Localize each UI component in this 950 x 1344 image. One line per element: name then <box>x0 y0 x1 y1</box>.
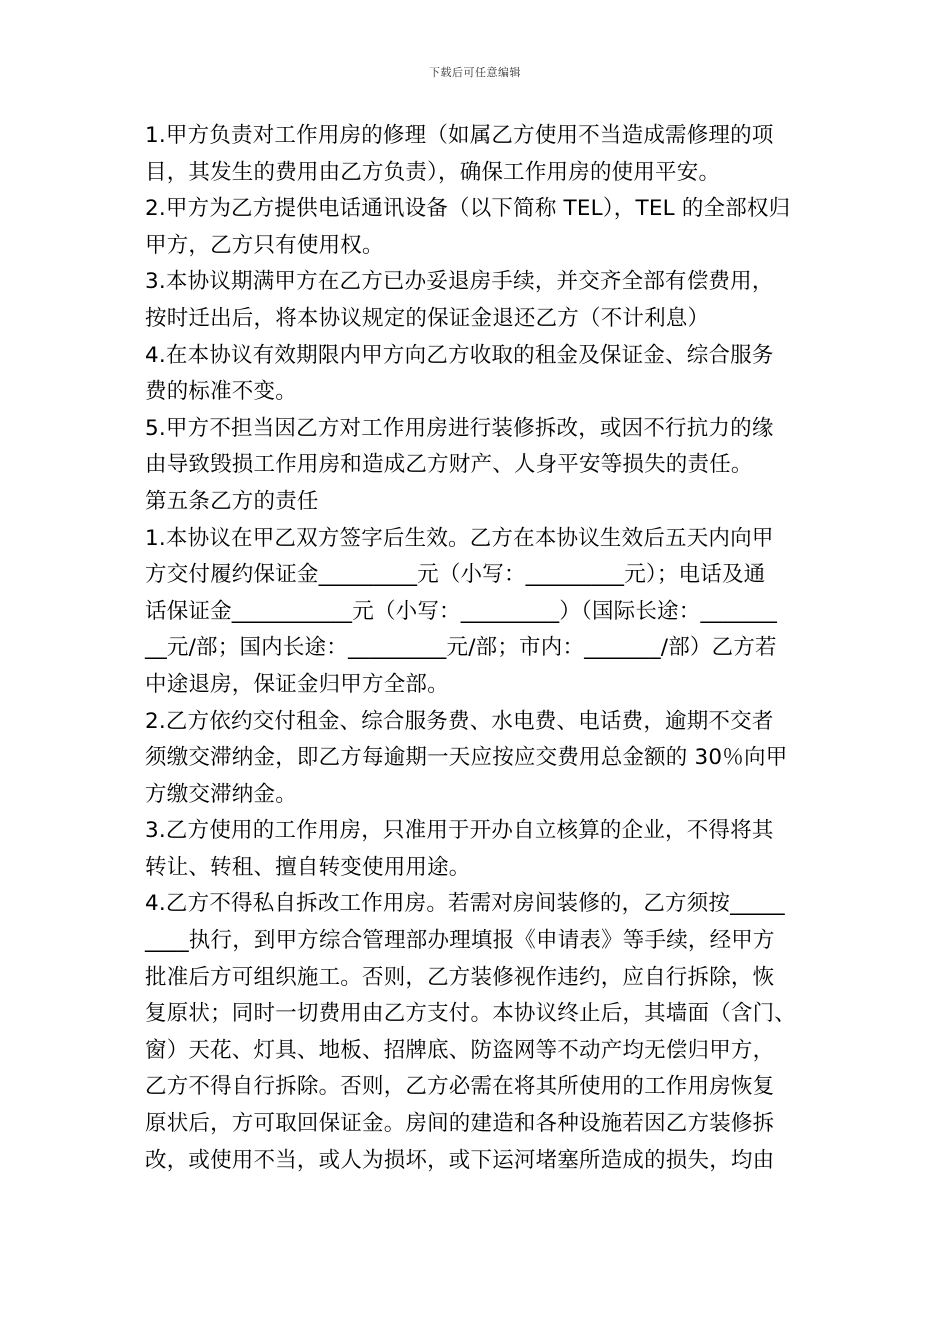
text-line: 甲方，乙方只有使用权。 <box>145 232 384 258</box>
text-line: 2.乙方依约交付租金、综合服务费、水电费、电话费，逾期不交者 <box>145 708 774 734</box>
text-line: 批准后方可组织施工。否则，乙方装修视作违约，应自行拆除，恢 <box>145 964 775 990</box>
text-line: 话保证金___________元（小写：_________）（国际长途：_______ <box>145 598 778 624</box>
page-header: 下载后可任意编辑 <box>429 66 521 79</box>
text-line: 须缴交滞纳金，即乙方每逾期一天应按应交费用总金额的 30％向甲 <box>145 745 788 771</box>
text-line: 中途退房，保证金归甲方全部。 <box>145 671 449 697</box>
section-heading: 第五条乙方的责任 <box>145 488 319 514</box>
text-line: ____执行，到甲方综合管理部办理填报《申请表》等手续，经甲方 <box>145 928 775 954</box>
text-line: 目，其发生的费用由乙方负责），确保工作用房的使用平安。 <box>145 159 721 185</box>
text-line: 3.乙方使用的工作用房，只准用于开办自立核算的企业，不得将其 <box>145 818 774 844</box>
text-line: 4.在本协议有效期限内甲方向乙方收取的租金及保证金、综合服务 <box>145 342 774 368</box>
text-line: 按时迁出后，将本协议规定的保证金退还乙方（不计利息） <box>145 305 710 331</box>
text-line: __元/部；国内长途：_________元/部；市内：_______/部）乙方若 <box>145 635 777 661</box>
text-line: 复原状；同时一切费用由乙方支付。本协议终止后，其墙面（含门、 <box>145 1001 797 1027</box>
text-line: 原状后，方可取回保证金。房间的建造和各种设施若因乙方装修拆 <box>145 1111 775 1137</box>
text-line: 1.甲方负责对工作用房的修理（如属乙方使用不当造成需修理的项 <box>145 123 774 148</box>
text-line: 方交付履约保证金_________元（小写：_________元）；电话及通 <box>145 562 766 588</box>
text-line: 4.乙方不得私自拆改工作用房。若需对房间装修的，乙方须按_____ <box>145 891 785 917</box>
text-line: 乙方不得自行拆除。否则，乙方必需在将其所使用的工作用房恢复 <box>145 1074 775 1100</box>
text-line: 转让、转租、擅自转变使用用途。 <box>145 854 471 880</box>
text-line: 窗）天花、灯具、地板、招牌底、防盗网等不动产均无偿归甲方， <box>145 1037 775 1063</box>
text-line: 方缴交滞纳金。 <box>145 781 297 807</box>
text-line: 1.本协议在甲乙双方签字后生效。乙方在本协议生效后五天内向甲 <box>145 525 774 551</box>
text-line: 3.本协议期满甲方在乙方已办妥退房手续，并交齐全部有偿费用， <box>145 269 774 295</box>
text-line: 改，或使用不当，或人为损坏，或下运河堵塞所造成的损失，均由 <box>145 1147 775 1173</box>
document-body <box>145 118 815 1179</box>
text-line: 费的标准不变。 <box>145 379 297 405</box>
text-line: 5.甲方不担当因乙方对工作用房进行装修拆改，或因不行抗力的缘 <box>145 415 774 441</box>
text-line: 2.甲方为乙方提供电话通讯设备（以下简称 TEL），TEL 的全部权归 <box>145 196 791 222</box>
text-line: 由导致毁损工作用房和造成乙方财产、人身平安等损失的责任。 <box>145 452 753 478</box>
